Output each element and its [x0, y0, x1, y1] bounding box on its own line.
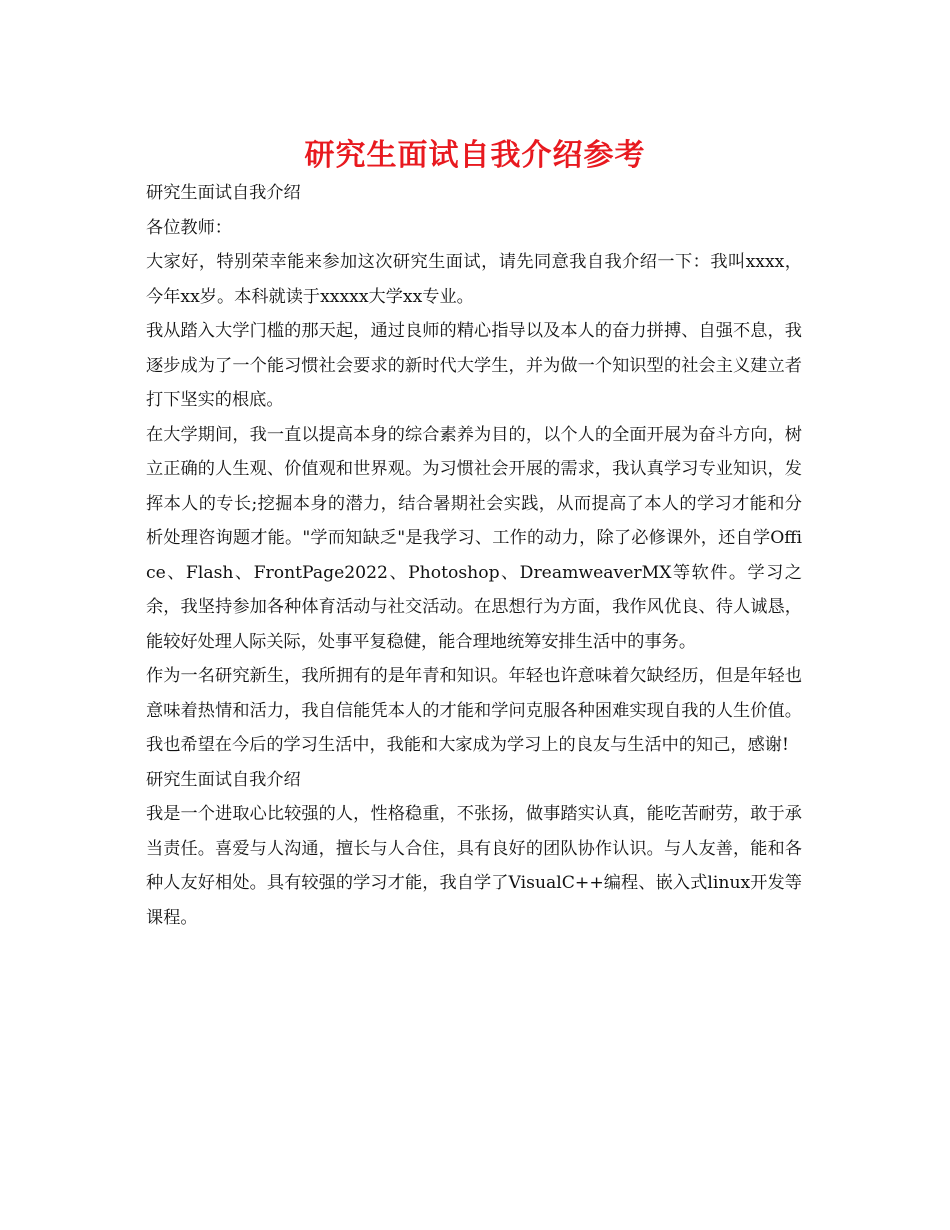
document-title: 研究生面试自我介绍参考: [304, 138, 646, 173]
document-body: [146, 176, 802, 935]
paragraph-university-period: 在大学期间，我一直以提高本身的综合素养为目的，以个人的全面开展为奋斗方向，树立正确的人生观、价值观和世界观。为习惯社会开展的需求，我认真学习专业知识，发挥本人的专长;挖掘本身的潜力，结合暑期社会实践，从而提高了本人的学习才能和分析处理咨询题才能。"学而知缺乏"是我学习、工作的动力，除了必修课外，还自学Office、Flash、FrontPage2022、Photoshop、DreamweaverMX等软件。学习之余，我坚持参加各种体育活动与社交活动。在思想行为方面，我作风优良、待人诚恳，能较好处理人际关际，处事平复稳健，能合理地统筹安排生活中的事务。: [146, 424, 802, 652]
section-heading: 研究生面试自我介绍: [146, 183, 301, 203]
paragraph-new-student: 作为一名研究新生，我所拥有的是年青和知识。年轻也许意味着欠缺经历，但是年轻也意味着热情和活力，我自信能凭本人的才能和学问克服各种困难实现自我的人生价值。我也希望在今后的学习生活中，我能和大家成为学习上的良友与生活中的知己，感谢!: [146, 666, 802, 755]
paragraph-greeting: 大家好，特别荣幸能来参加这次研究生面试，请先同意我自我介绍一下：我叫xxxx，今年xx岁。本科就读于xxxxx大学xx专业。: [146, 252, 802, 307]
salutation: 各位教师：: [146, 217, 232, 238]
paragraph-university-start: 我从踏入大学门槛的那天起，通过良师的精心指导以及本人的奋力拼搏、自强不息，我逐步成为了一个能习惯社会要求的新时代大学生，并为做一个知识型的社会主义建立者打下坚实的根底。: [146, 321, 802, 410]
paragraph-personality: 我是一个进取心比较强的人，性格稳重，不张扬，做事踏实认真，能吃苦耐劳，敢于承当责任。喜爱与人沟通，擅长与人合住，具有良好的团队协作认识。与人友善，能和各种人友好相处。具有较强的学习才能，我自学了VisualC++编程、嵌入式linux开发等课程。: [146, 804, 802, 928]
section-heading-2: 研究生面试自我介绍: [146, 769, 301, 790]
